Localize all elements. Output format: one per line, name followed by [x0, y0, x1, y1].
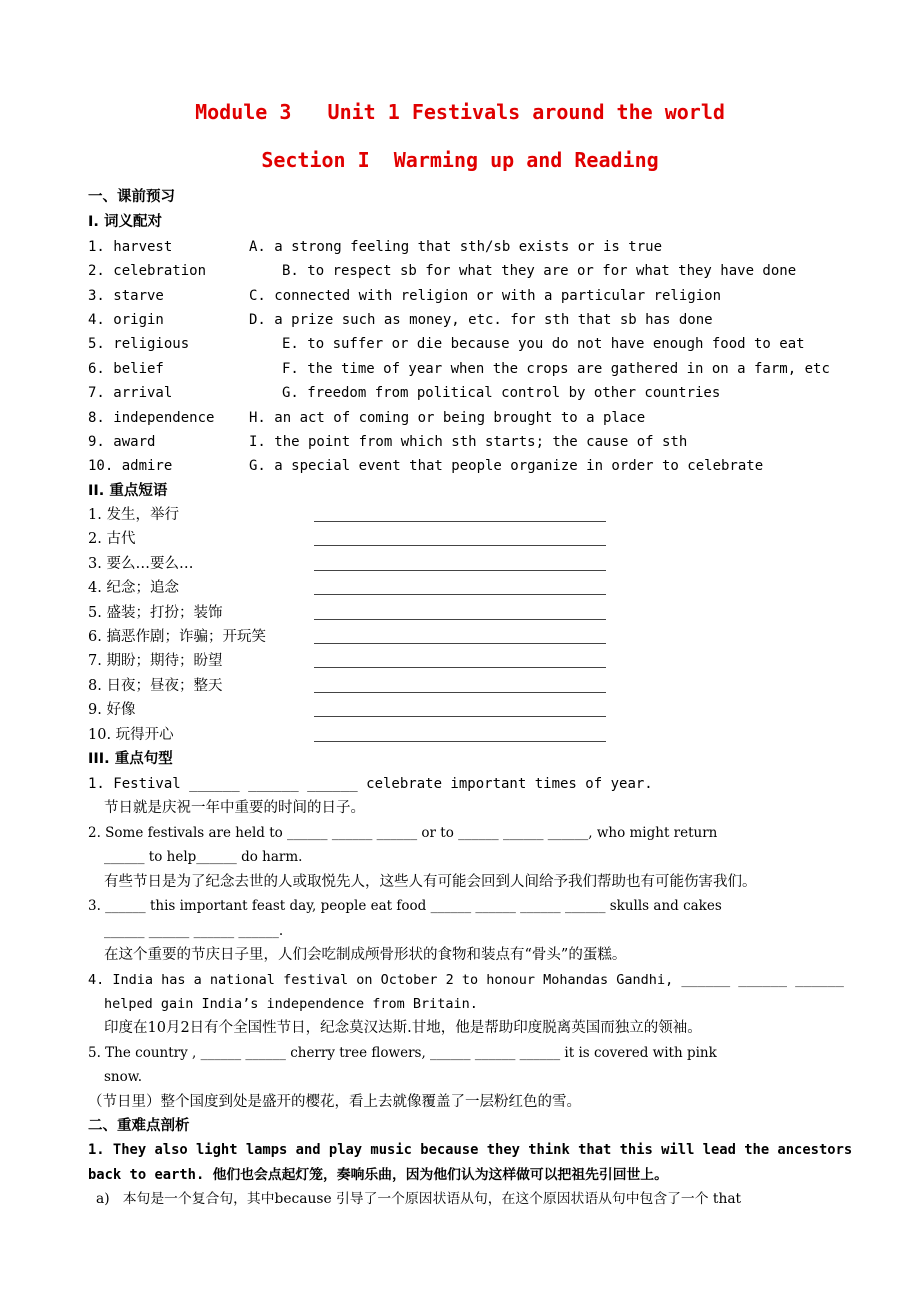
vocab-word: 10. admire	[88, 458, 173, 474]
phrase-item: 1. 发生，举行	[88, 507, 179, 523]
vocab-heading: I. 词义配对	[88, 214, 162, 230]
sentence-3-english: 3. ______ this important feast day, people eat food ______ ______ ______ ______ skulls and cakes	[88, 898, 722, 914]
vocab-definition: H. an act of coming or being brought to a place	[249, 410, 646, 426]
vocab-definition: G. freedom from political control by other countries	[282, 385, 721, 401]
phrase-item: 4. 纪念；追念	[88, 580, 179, 596]
phrase-item: 9. 好像	[88, 702, 136, 718]
phrase-item: 8. 日夜；昼夜；整天	[88, 678, 223, 694]
vocab-definition: D. a prize such as money, etc. for sth that sb has done	[249, 312, 713, 328]
part2-heading: 二、重难点剖析	[88, 1118, 190, 1134]
vocab-word: 7. arrival	[88, 385, 173, 401]
vocab-definition: F. the time of year when the crops are gathered in on a farm, etc	[282, 361, 830, 377]
answer-blank[interactable]	[314, 521, 606, 522]
sentence-3-chinese: 在这个重要的节庆日子里，人们会吃制成颅骨形状的食物和装点有“骨头”的蛋糕。	[104, 947, 627, 963]
sentence-1-english: 1. Festival ______ ______ ______ celebrate important times of year.	[88, 776, 653, 792]
answer-blank[interactable]	[314, 643, 606, 644]
section-subtitle: Section I Warming up and Reading	[261, 148, 659, 172]
vocab-definition: B. to respect sb for what they are or for what they have done	[282, 263, 797, 279]
vocab-word: 3. starve	[88, 288, 164, 304]
phrase-item: 10. 玩得开心	[88, 727, 174, 743]
vocab-word: 6. belief	[88, 361, 164, 377]
answer-blank[interactable]	[314, 570, 606, 571]
answer-blank[interactable]	[314, 692, 606, 693]
sentence-5-chinese: （节日里）整个国度到处是盛开的樱花，看上去就像覆盖了一层粉红色的雪。	[88, 1094, 581, 1110]
vocab-definition: C. connected with religion or with a particular religion	[249, 288, 722, 304]
answer-blank[interactable]	[314, 545, 606, 546]
sentence-2-english: 2. Some festivals are held to ______ ______ ______ or to ______ ______ ______, who might return	[88, 825, 718, 841]
sentence-4-english: 4. India has a national festival on October 2 to honour Mohandas Gandhi, ______ ______ ______	[88, 972, 844, 988]
sentence-2-chinese: 有些节日是为了纪念去世的人或取悦先人，这些人有可能会回到人间给予我们帮助也有可能伤害我们。	[104, 874, 757, 890]
answer-blank[interactable]	[314, 716, 606, 717]
vocab-word: 8. independence	[88, 410, 215, 426]
vocab-word: 5. religious	[88, 336, 190, 352]
sentence-5-english-cont: snow.	[104, 1069, 142, 1085]
sentence-2-english-cont: ______ to help______ do harm.	[104, 849, 303, 865]
phrase-item: 2. 古代	[88, 531, 136, 547]
analysis-sentence-1-cont: back to earth. 他们也会点起灯笼，奏响乐曲，因为他们认为这样做可以把祖先引回世上。	[88, 1167, 668, 1183]
vocab-word: 1. harvest	[88, 239, 173, 255]
vocab-definition: E. to suffer or die because you do not have enough food to eat	[282, 336, 805, 352]
vocab-word: 4. origin	[88, 312, 164, 328]
page-title: Module 3 Unit 1 Festivals around the world	[195, 100, 725, 124]
vocab-word: 2. celebration	[88, 263, 207, 279]
phrase-item: 6. 搞恶作剧；诈骗；开玩笑	[88, 629, 266, 645]
phrase-item: 3. 要么…要么…	[88, 556, 194, 572]
answer-blank[interactable]	[314, 667, 606, 668]
vocab-definition: G. a special event that people organize in order to celebrate	[249, 458, 764, 474]
phrases-heading: II. 重点短语	[88, 483, 168, 499]
answer-blank[interactable]	[314, 594, 606, 595]
phrase-item: 7. 期盼；期待；盼望	[88, 653, 223, 669]
vocab-definition: A. a strong feeling that sth/sb exists or is true	[249, 239, 663, 255]
phrase-item: 5. 盛装；打扮；装饰	[88, 605, 223, 621]
sentences-heading: III. 重点句型	[88, 751, 173, 767]
analysis-sentence-1: 1. They also light lamps and play music because they think that this will lead the ancestors	[88, 1142, 853, 1158]
answer-blank[interactable]	[314, 741, 606, 742]
sentence-3-english-cont: ______ ______ ______ ______.	[104, 923, 284, 939]
sentence-4-chinese: 印度在10月2日有个全国性节日，纪念莫汉达斯.甘地，他是帮助印度脱离英国而独立的领袖。	[104, 1020, 702, 1036]
sentence-4-english-cont: helped gain India’s independence from Britain.	[104, 996, 478, 1012]
vocab-word: 9. award	[88, 434, 156, 450]
vocab-definition: I. the point from which sth starts; the cause of sth	[249, 434, 688, 450]
sentence-1-chinese: 节日就是庆祝一年中重要的时间的日子。	[104, 800, 365, 816]
part1-heading: 一、课前预习	[88, 189, 175, 205]
analysis-note-a: a) 本句是一个复合句，其中because 引导了一个原因状语从句，在这个原因状语从句中包含了一个 that	[96, 1191, 742, 1207]
answer-blank[interactable]	[314, 619, 606, 620]
sentence-5-english: 5. The country , ______ ______ cherry tree flowers, ______ ______ ______ it is covered with pink	[88, 1045, 717, 1061]
